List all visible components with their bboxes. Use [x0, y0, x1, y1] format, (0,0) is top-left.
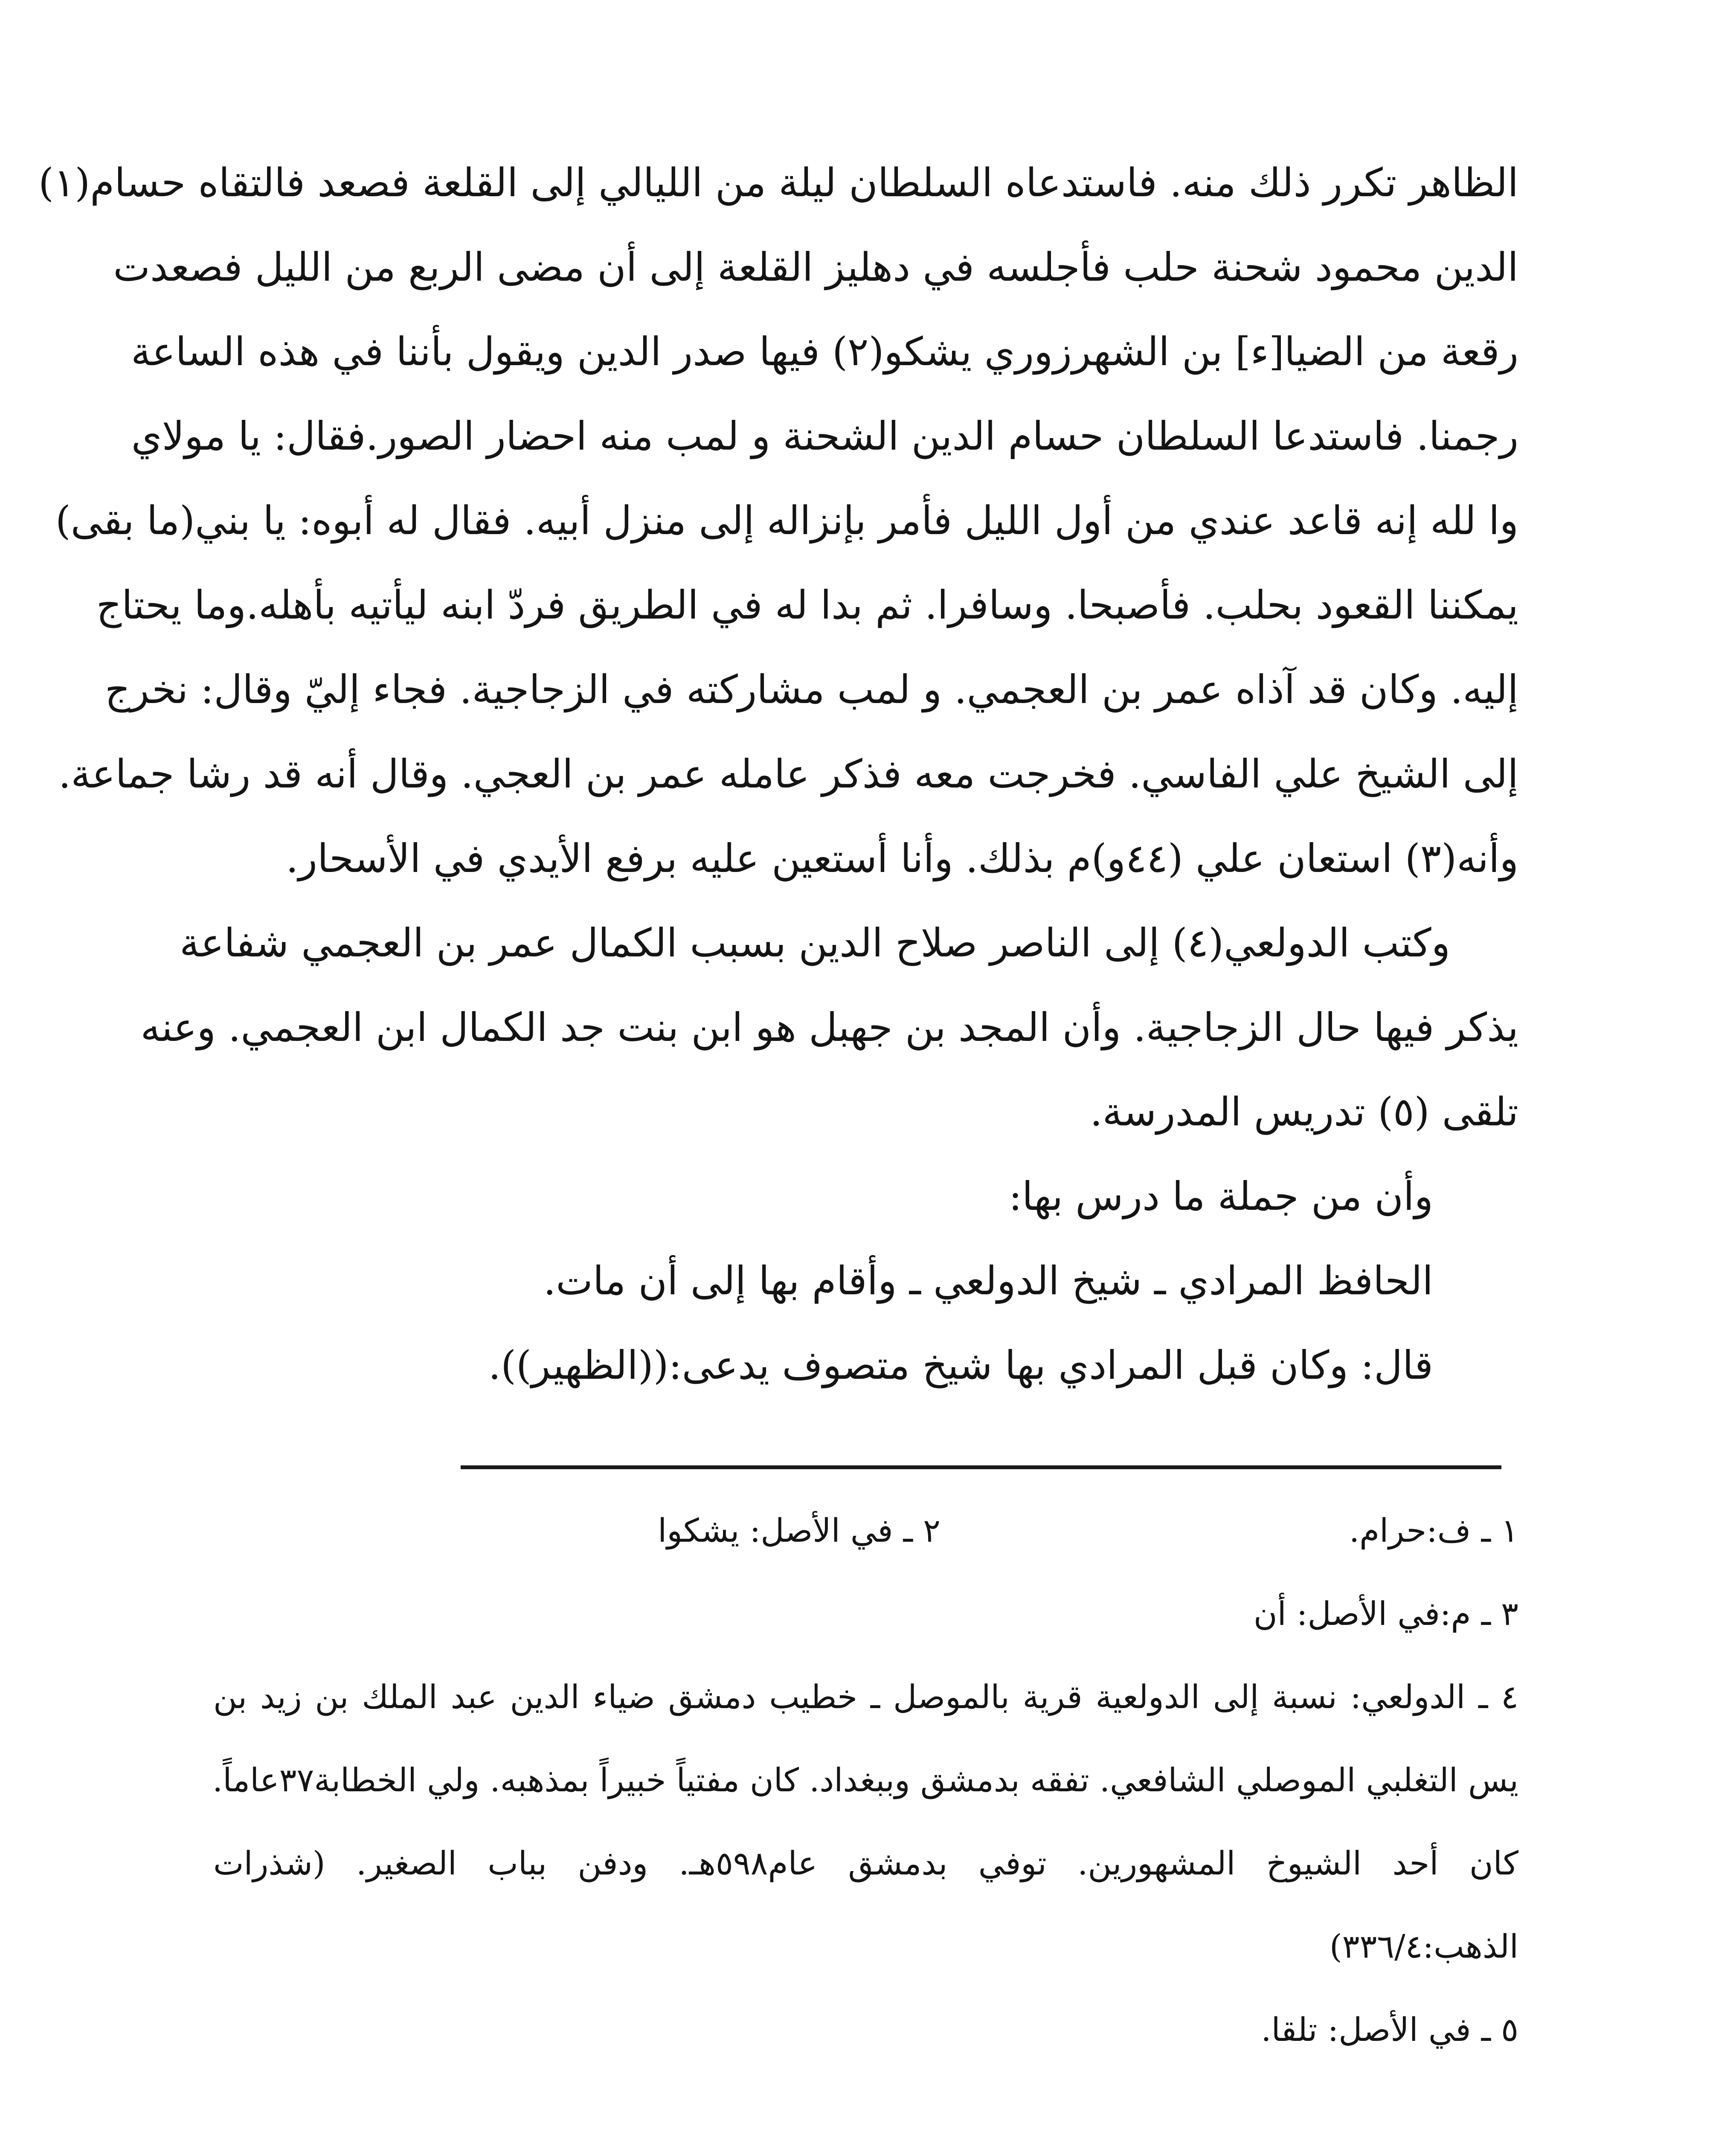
body-line: إلى الشيخ علي الفاسي. فخرجت معه فذكر عامله عمر بن العجي. وقال أنه قد رشا جماعة.: [58, 751, 1518, 797]
footnote-separator: [461, 1465, 1501, 1469]
footnote-5: ٥ ـ في الأصل: تلقا.: [1261, 2011, 1518, 2049]
body-line: رجمنا. فاستدعا السلطان حسام الدين الشحنة و لمب منه احضار الصور.فقال: يا مولاي: [131, 413, 1518, 459]
body-line: رقعة من الضيا[ء] بن الشهرزوري يشكو(٢) فيها صدر الدين ويقول بأننا في هذه الساعة: [131, 329, 1518, 375]
footnote-4-line: الذهب:٣٣٦/٤): [1329, 1927, 1518, 1965]
body-line: الحافظ المرادي ـ شيخ الدولعي ـ وأقام بها إلى أن مات.: [543, 1258, 1433, 1304]
body-line: الظاهر تكرر ذلك منه. فاستدعاه السلطان ليلة من الليالي إلى القلعة فصعد فالتقاه حسام(١): [38, 160, 1518, 206]
footnotes-block: [213, 1489, 1518, 2071]
footnote-4-line: ٤ ـ الدولعي: نسبة إلى الدولعية قرية بالموصل ـ خطيب دمشق ضياء الدين عبد الملك بن زيد بن: [213, 1678, 1518, 1716]
body-line: قال: وكان قبل المرادي بها شيخ متصوف يدعى:((الظهير)).: [488, 1343, 1433, 1388]
body-line: يمكننا القعود بحلب. فأصبحا. وسافرا. ثم بدا له في الطريق فردّ ابنه ليأتيه بأهله.وما يحتاج: [96, 582, 1518, 628]
footnote-2: ٢ ـ في الأصل: يشكوا: [658, 1511, 941, 1549]
footnote-4-line: كان أحد الشيوخ المشهورين. توفي بدمشق عام٥٩٨هـ. ودفن بباب الصغير. (شذرات: [213, 1844, 1518, 1882]
body-line: وا لله إنه قاعد عندي من أول الليل فأمر بإنزاله إلى منزل أبيه. فقال له أبوه: يا بني(ما بقى): [55, 498, 1518, 543]
body-line: وكتب الدولعي(٤) إلى الناصر صلاح الدين بسبب الكمال عمر بن العجمي شفاعة: [180, 920, 1450, 966]
footnote-row: [213, 1489, 1518, 1572]
footnote-1: ١ ـ ف:حرام.: [1349, 1511, 1518, 1549]
footnote-4-line: يس التغلبي الموصلي الشافعي. تفقه بدمشق وببغداد. كان مفتياً خبيراً بمذهبه. ولي الخطابة٣٧عاماً.: [212, 1761, 1518, 1799]
main-text-block: [38, 141, 1518, 1408]
body-line: وأن من جملة ما درس بها:: [1009, 1174, 1433, 1219]
body-line: تلقى (٥) تدريس المدرسة.: [1090, 1089, 1518, 1135]
body-line: وأنه(٣) استعان علي (٤٤و)م بذلك. وأنا أستعين عليه برفع الأيدي في الأسحار.: [286, 836, 1518, 881]
body-line: الدين محمود شحنة حلب فأجلسه في دهليز القلعة إلى أن مضى الربع من الليل فصعدت: [113, 244, 1518, 290]
footnote-3: ٣ ـ م:في الأصل: أن: [1253, 1595, 1518, 1633]
body-line: إليه. وكان قد آذاه عمر بن العجمي. و لمب مشاركته في الزجاجية. فجاء إليّ وقال: نخرج: [105, 667, 1518, 712]
body-line: يذكر فيها حال الزجاجية. وأن المجد بن جهبل هو ابن بنت جد الكمال ابن العجمي. وعنه: [140, 1005, 1518, 1050]
